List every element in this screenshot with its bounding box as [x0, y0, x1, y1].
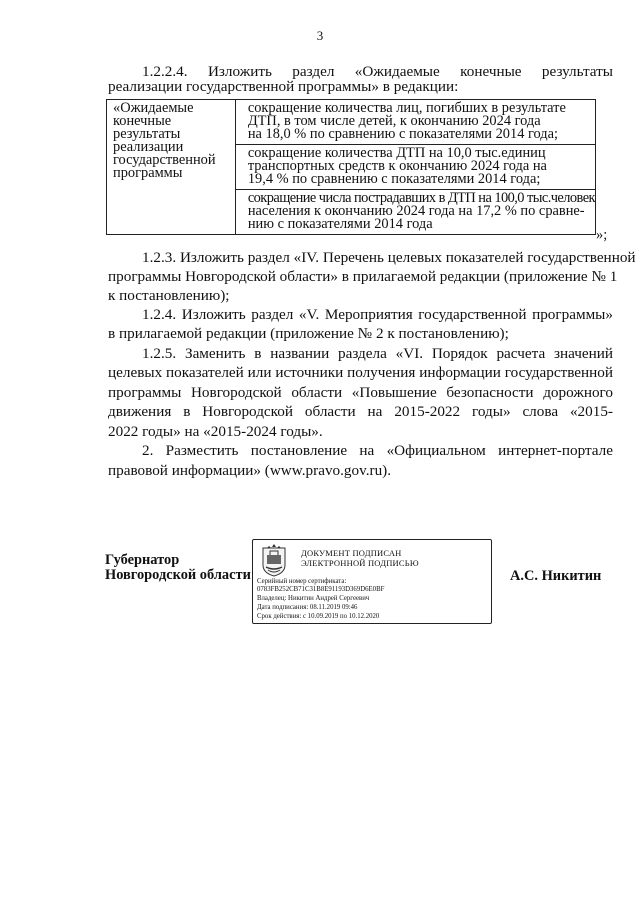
- paragraph-1-line-2: реализации государственной программы» в редакции:: [108, 78, 459, 95]
- stamp-heading-1: ДОКУМЕНТ ПОДПИСАН: [301, 548, 402, 558]
- table-result-line: 19,4 % по сравнению с показателями 2014 года;: [247, 171, 541, 187]
- table-label-line: программы: [113, 165, 183, 181]
- paragraph-1-line-1: 1.2.2.4. Изложить раздел «Ожидаемые конечные результаты: [142, 63, 613, 80]
- table-result-line: ДТП, в том числе детей, к окончанию 2024 года: [247, 113, 541, 129]
- paragraph-4-line-5: 2022 годы» на «2015-2024 годы».: [108, 423, 323, 440]
- table-result-item: [236, 145, 595, 189]
- table-result-line: на 18,0 % по сравнению с показателями 2014 года;: [247, 126, 559, 142]
- table-content-cell: [235, 100, 595, 235]
- table-closing-quote: »;: [596, 227, 608, 243]
- table-result-line: сокращение количества лиц, погибших в результате: [247, 100, 566, 116]
- table-result-item: [236, 190, 595, 234]
- stamp-date: Дата подписания: 08.11.2019 09:46: [257, 604, 358, 611]
- paragraph-5-line-1: 2. Разместить постановление на «Официальном интернет-портале: [142, 442, 613, 459]
- stamp-serial-label: Серийный номер сертификата:: [257, 578, 347, 585]
- paragraph-5-line-2: правовой информации» (www.pravo.gov.ru).: [108, 462, 392, 479]
- table-label-cell: [107, 100, 236, 235]
- table-result-line: транспортных средств к окончанию 2024 года на: [247, 158, 547, 174]
- table-label-line: конечные: [113, 113, 172, 129]
- stamp-validity: Срок действия: с 10.09.2019 по 10.12.2020: [257, 613, 380, 620]
- paragraph-3-line-1: 1.2.4. Изложить раздел «V. Мероприятия государственной программы»: [142, 306, 613, 323]
- table-result-line: нию с показателями 2014 года: [247, 216, 433, 232]
- stamp-owner: Владелец: Никитин Андрей Сергеевич: [257, 595, 370, 602]
- table-label-line: «Ожидаемые: [113, 100, 194, 116]
- page-number: 3: [316, 28, 324, 43]
- table-label-line: реализации: [113, 139, 184, 155]
- table-content-blocks: [236, 100, 595, 234]
- table-result-line: сокращение количества ДТП на 10,0 тыс.единиц: [247, 145, 546, 161]
- paragraph-2-line-3: к постановлению);: [108, 287, 230, 304]
- paragraph-4-line-2: целевых показателей или источники получения информации государственной: [108, 364, 613, 381]
- table-result-item: [236, 100, 595, 144]
- signer-name: А.С. Никитин: [510, 568, 602, 584]
- stamp-serial: 0783FB252CB71C31B8E91193D369D6E0BF: [257, 586, 385, 593]
- paragraph-4-line-1: 1.2.5. Заменить в названии раздела «VI. Порядок расчета значений: [142, 345, 613, 362]
- stamp-heading-2: ЭЛЕКТРОННОЙ ПОДПИСЬЮ: [301, 558, 419, 568]
- table-label-lines: [107, 100, 235, 183]
- table-result-line: населения к окончанию 2024 года на 17,2 % по сравне-: [247, 203, 585, 219]
- paragraph-3-line-2: в прилагаемой редакции (приложение № 2 к постановлению);: [108, 325, 509, 342]
- electronic-signature-stamp: [252, 539, 492, 624]
- paragraph-4-line-4: движения в Новгородской области на 2015-2022 годы» слова «2015-: [108, 403, 613, 420]
- table-result-line: сокращение числа пострадавших в ДТП на 100,0 тыс.человек: [247, 190, 595, 206]
- table-label-line: результаты: [113, 126, 181, 142]
- expected-results-table: [106, 99, 596, 235]
- table-label-line: государственной: [113, 152, 216, 168]
- governor-title-line-2: Новгородской области: [105, 567, 251, 583]
- paragraph-2-line-1: 1.2.3. Изложить раздел «IV. Перечень целевых показателей государственной: [142, 249, 636, 266]
- governor-title-line-1: Губернатор: [105, 552, 180, 568]
- coat-of-arms-icon: [261, 543, 287, 577]
- paragraph-2-line-2: программы Новгородской области» в прилагаемой редакции (приложение № 1: [108, 268, 618, 285]
- paragraph-4-line-3: программы Новгородской области «Повышение безопасности дорожного: [108, 384, 613, 401]
